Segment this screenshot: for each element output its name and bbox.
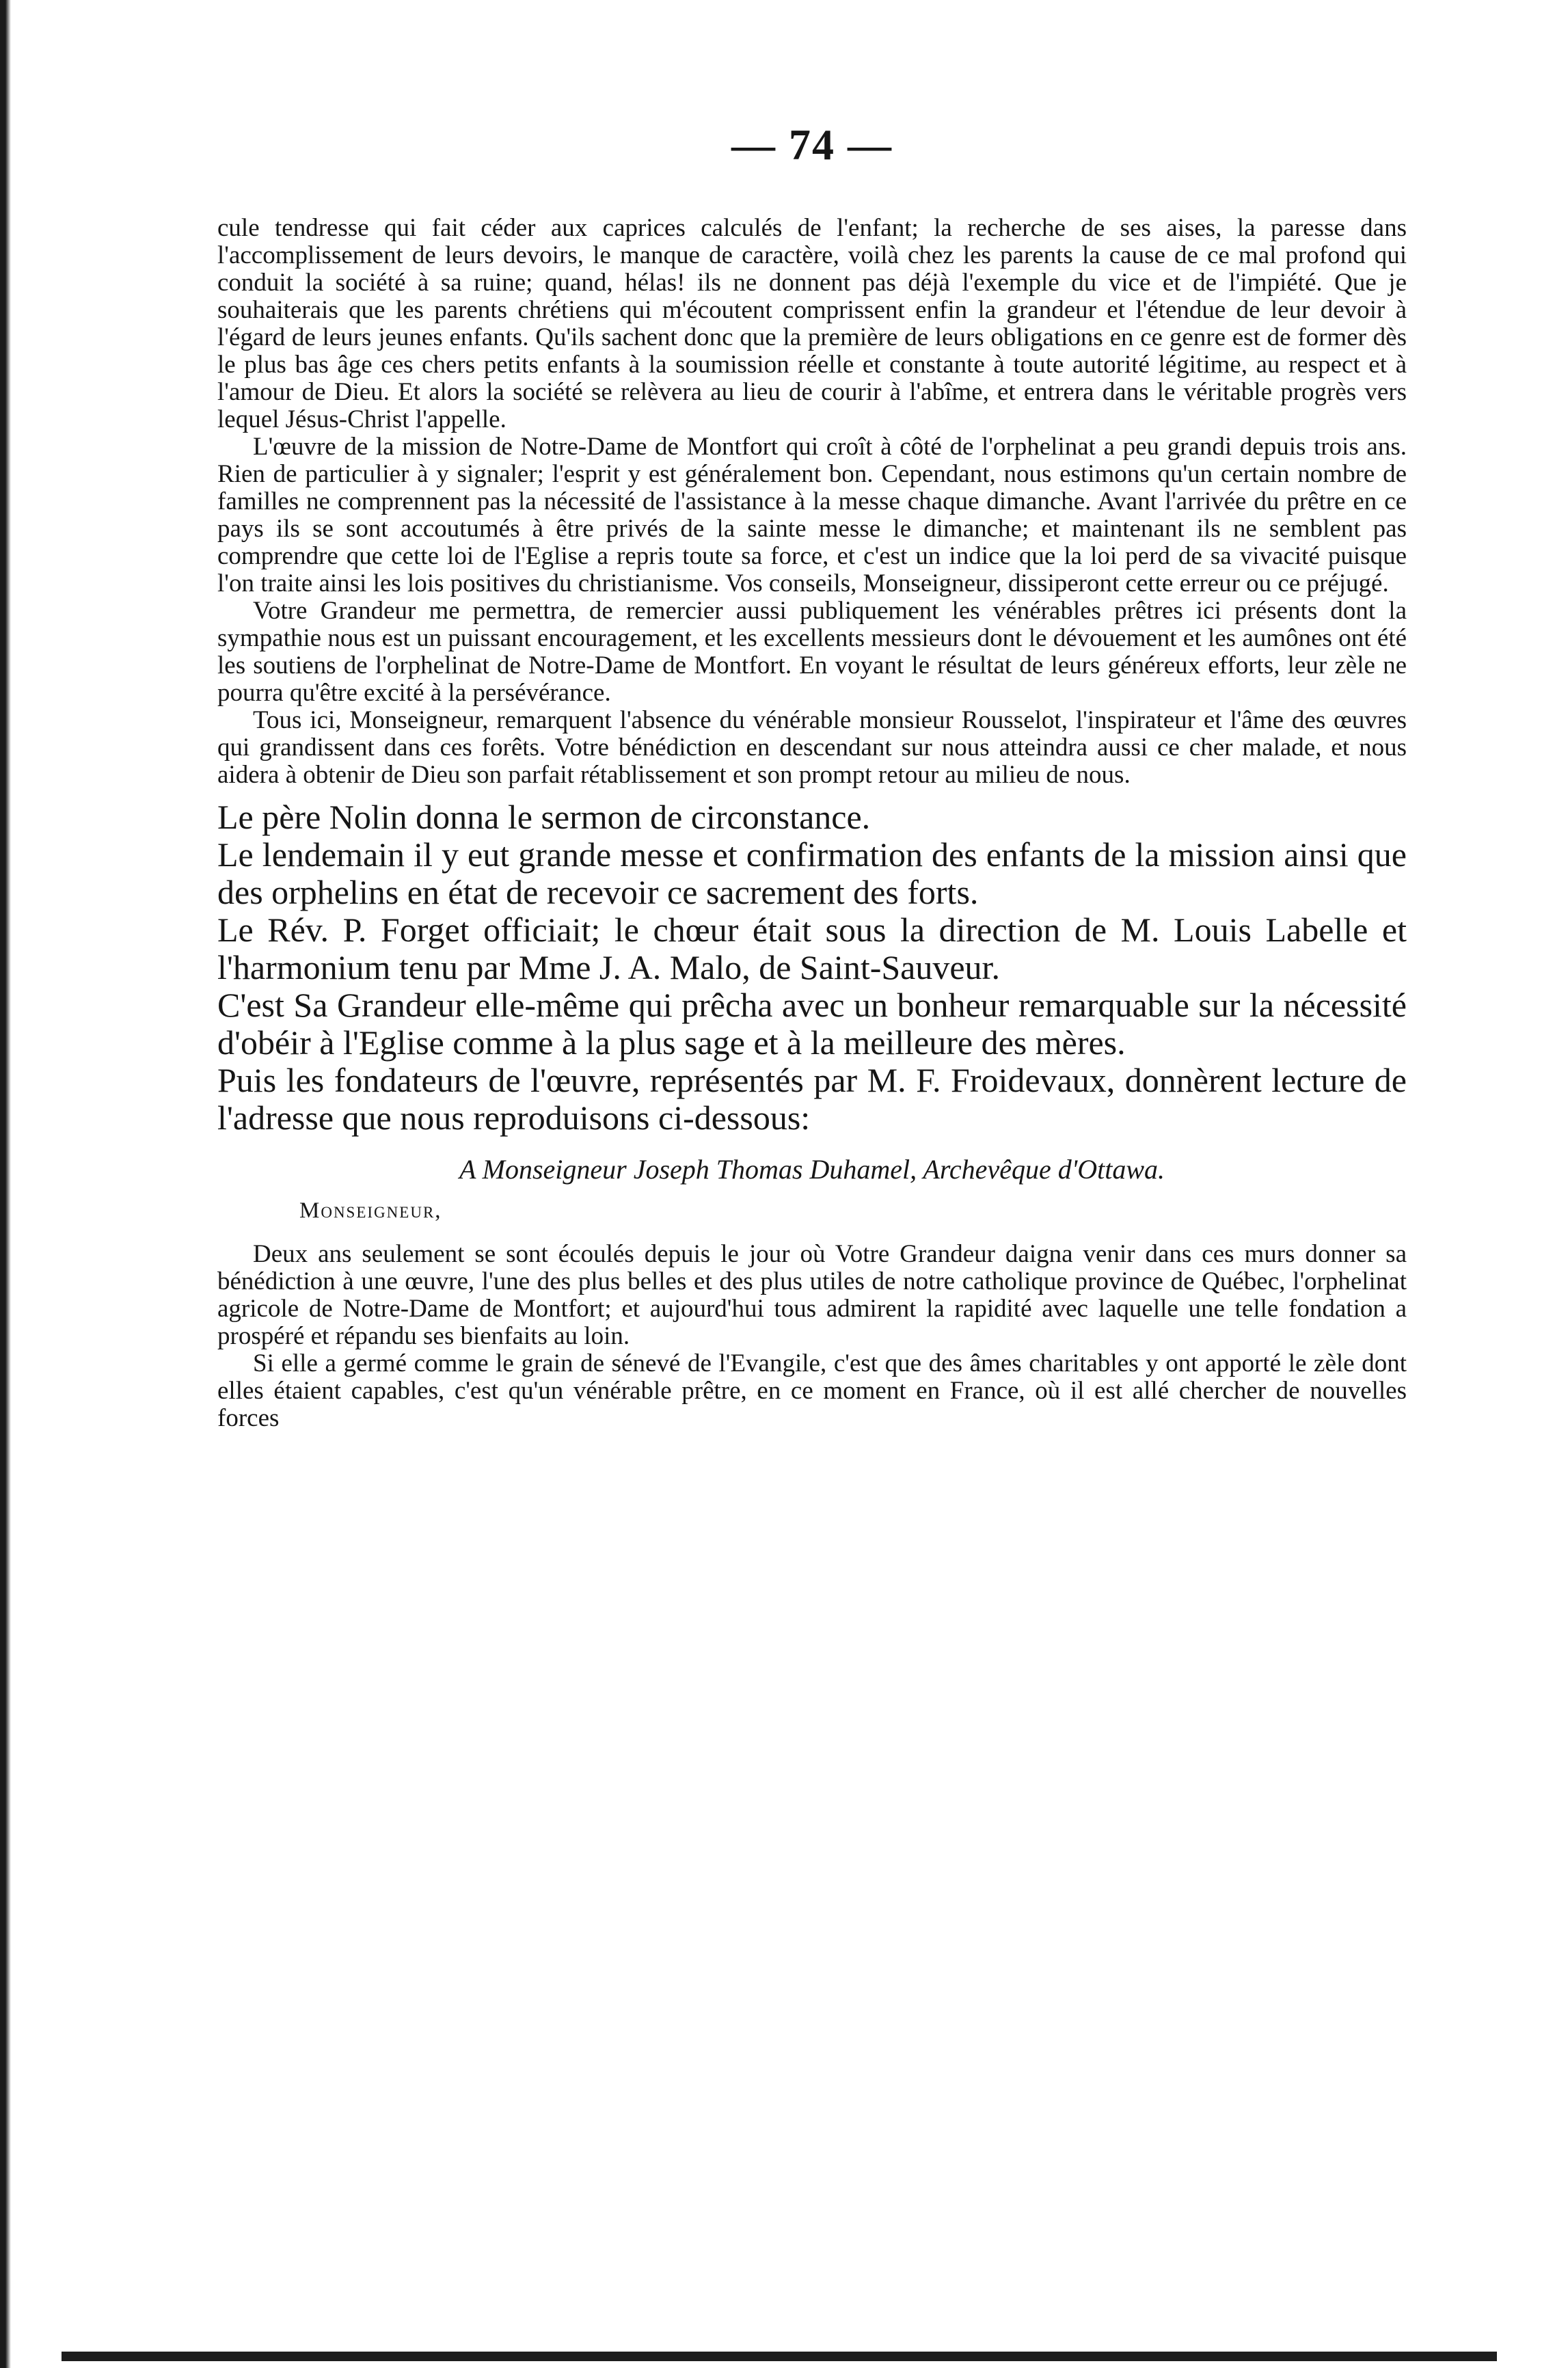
paragraph-6: Le lendemain il y eut grande messe et confirmation des enfants de la mission ainsi que des orphelins en état de recevoir ce sacrement des forts. xyxy=(217,835,1407,911)
paragraph-5: Le père Nolin donna le sermon de circonstance. xyxy=(217,798,871,836)
scan-edge-bottom xyxy=(62,2352,1497,2361)
letter-paragraph-1: Deux ans seulement se sont écoulés depuis le jour où Votre Grandeur daigna venir dans ces murs donner sa bénédiction à une œuvre, l'une des plus belles et des plus utiles de notre catholique province de Québec, l'orphelinat agricole de Notre-Dame de Montfort; et aujourd'hui tous admirent la rapidité avec laquelle une telle fondation a prospéré et répandu ses bienfaits au loin. xyxy=(217,1240,1407,1350)
page-content xyxy=(217,120,1407,1432)
scan-edge-left xyxy=(0,0,11,2368)
address-letter xyxy=(217,1241,1407,1432)
address-dedication: A Monseigneur Joseph Thomas Duhamel, Archevêque d'Ottawa. xyxy=(459,1154,1165,1185)
paragraph-9: Puis les fondateurs de l'œuvre, représentés par M. F. Froidevaux, donnèrent lecture de l'adresse que nous reproduisons ci-dessous: xyxy=(217,1061,1407,1137)
body-small-text xyxy=(217,215,1407,789)
body-large-text xyxy=(217,798,1407,1137)
paragraph-7: Le Rév. P. Forget officiait; le chœur était sous la direction de M. Louis Labelle et l'harmonium tenu par Mme J. A. Malo, de Saint-Sauveur. xyxy=(217,911,1407,986)
page-number: — 74 — xyxy=(731,120,893,169)
paragraph-8: C'est Sa Grandeur elle-même qui prêcha avec un bonheur remarquable sur la nécessité d'obéir à l'Eglise comme à la plus sage et à la meilleure des mères. xyxy=(217,986,1407,1062)
paragraph-1: cule tendresse qui fait céder aux caprices calculés de l'enfant; la recherche de ses aises, la paresse dans l'accomplissement de leurs devoirs, le manque de caractère, voilà chez les parents la cause de ce mal profond qui conduit la société à sa ruine; quand, hélas! ils ne donnent pas déjà l'exemple du vice et de l'impiété. Que je souhaiterais que les parents chrétiens qui m'écoutent comprissent enfin la grandeur et l'étendue de leur devoir à l'égard de leurs jeunes enfants. Qu'ils sachent donc que la première de leurs obligations en ce genre est de former dès le plus bas âge ces chers petits enfants à la soumission réelle et constante à toute autorité légitime, au respect et à l'amour de Dieu. Et alors la société se relèvera au lieu de courir à l'abîme, et entrera dans le véritable progrès vers lequel Jésus-Christ l'appelle. xyxy=(217,214,1407,433)
address-salutation: Monseigneur, xyxy=(299,1198,442,1223)
paragraph-3: Votre Grandeur me permettra, de remercier aussi publiquement les vénérables prêtres ici présents dont la sympathie nous est un puissant encouragement, et les excellents messieurs dont le dévouement et les aumônes ont été les soutiens de l'orphelinat de Notre-Dame de Montfort. En voyant le résultat de leurs généreux efforts, leur zèle ne pourra qu'être excité à la persévérance. xyxy=(217,597,1407,707)
paragraph-4: Tous ici, Monseigneur, remarquent l'absence du vénérable monsieur Rousselot, l'inspirateur et l'âme des œuvres qui grandissent dans ces forêts. Votre bénédiction en descendant sur nous atteindra aussi ce cher malade, et nous aidera à obtenir de Dieu son parfait rétablissement et son prompt retour au milieu de nous. xyxy=(217,706,1407,789)
letter-paragraph-2: Si elle a germé comme le grain de sénevé de l'Evangile, c'est que des âmes charitables y ont apporté le zèle dont elles étaient capables, c'est qu'un vénérable prêtre, en ce moment en France, où il est allé chercher de nouvelles forces xyxy=(217,1349,1407,1432)
paragraph-2: L'œuvre de la mission de Notre-Dame de Montfort qui croît à côté de l'orphelinat a peu grandi depuis trois ans. Rien de particulier à y signaler; l'esprit y est généralement bon. Cependant, nous estimons qu'un certain nombre de familles ne comprennent pas la nécessité de l'assistance à la messe chaque dimanche. Avant l'arrivée du prêtre en ce pays ils se sont accoutumés à être privés de la sainte messe le dimanche; et maintenant ils ne semblent pas comprendre que cette loi de l'Eglise a repris toute sa force, et c'est un indice que la loi perd de sa vivacité puisque l'on traite ainsi les lois positives du christianisme. Vos conseils, Monseigneur, dissiperont cette erreur ou ce préjugé. xyxy=(217,433,1407,597)
